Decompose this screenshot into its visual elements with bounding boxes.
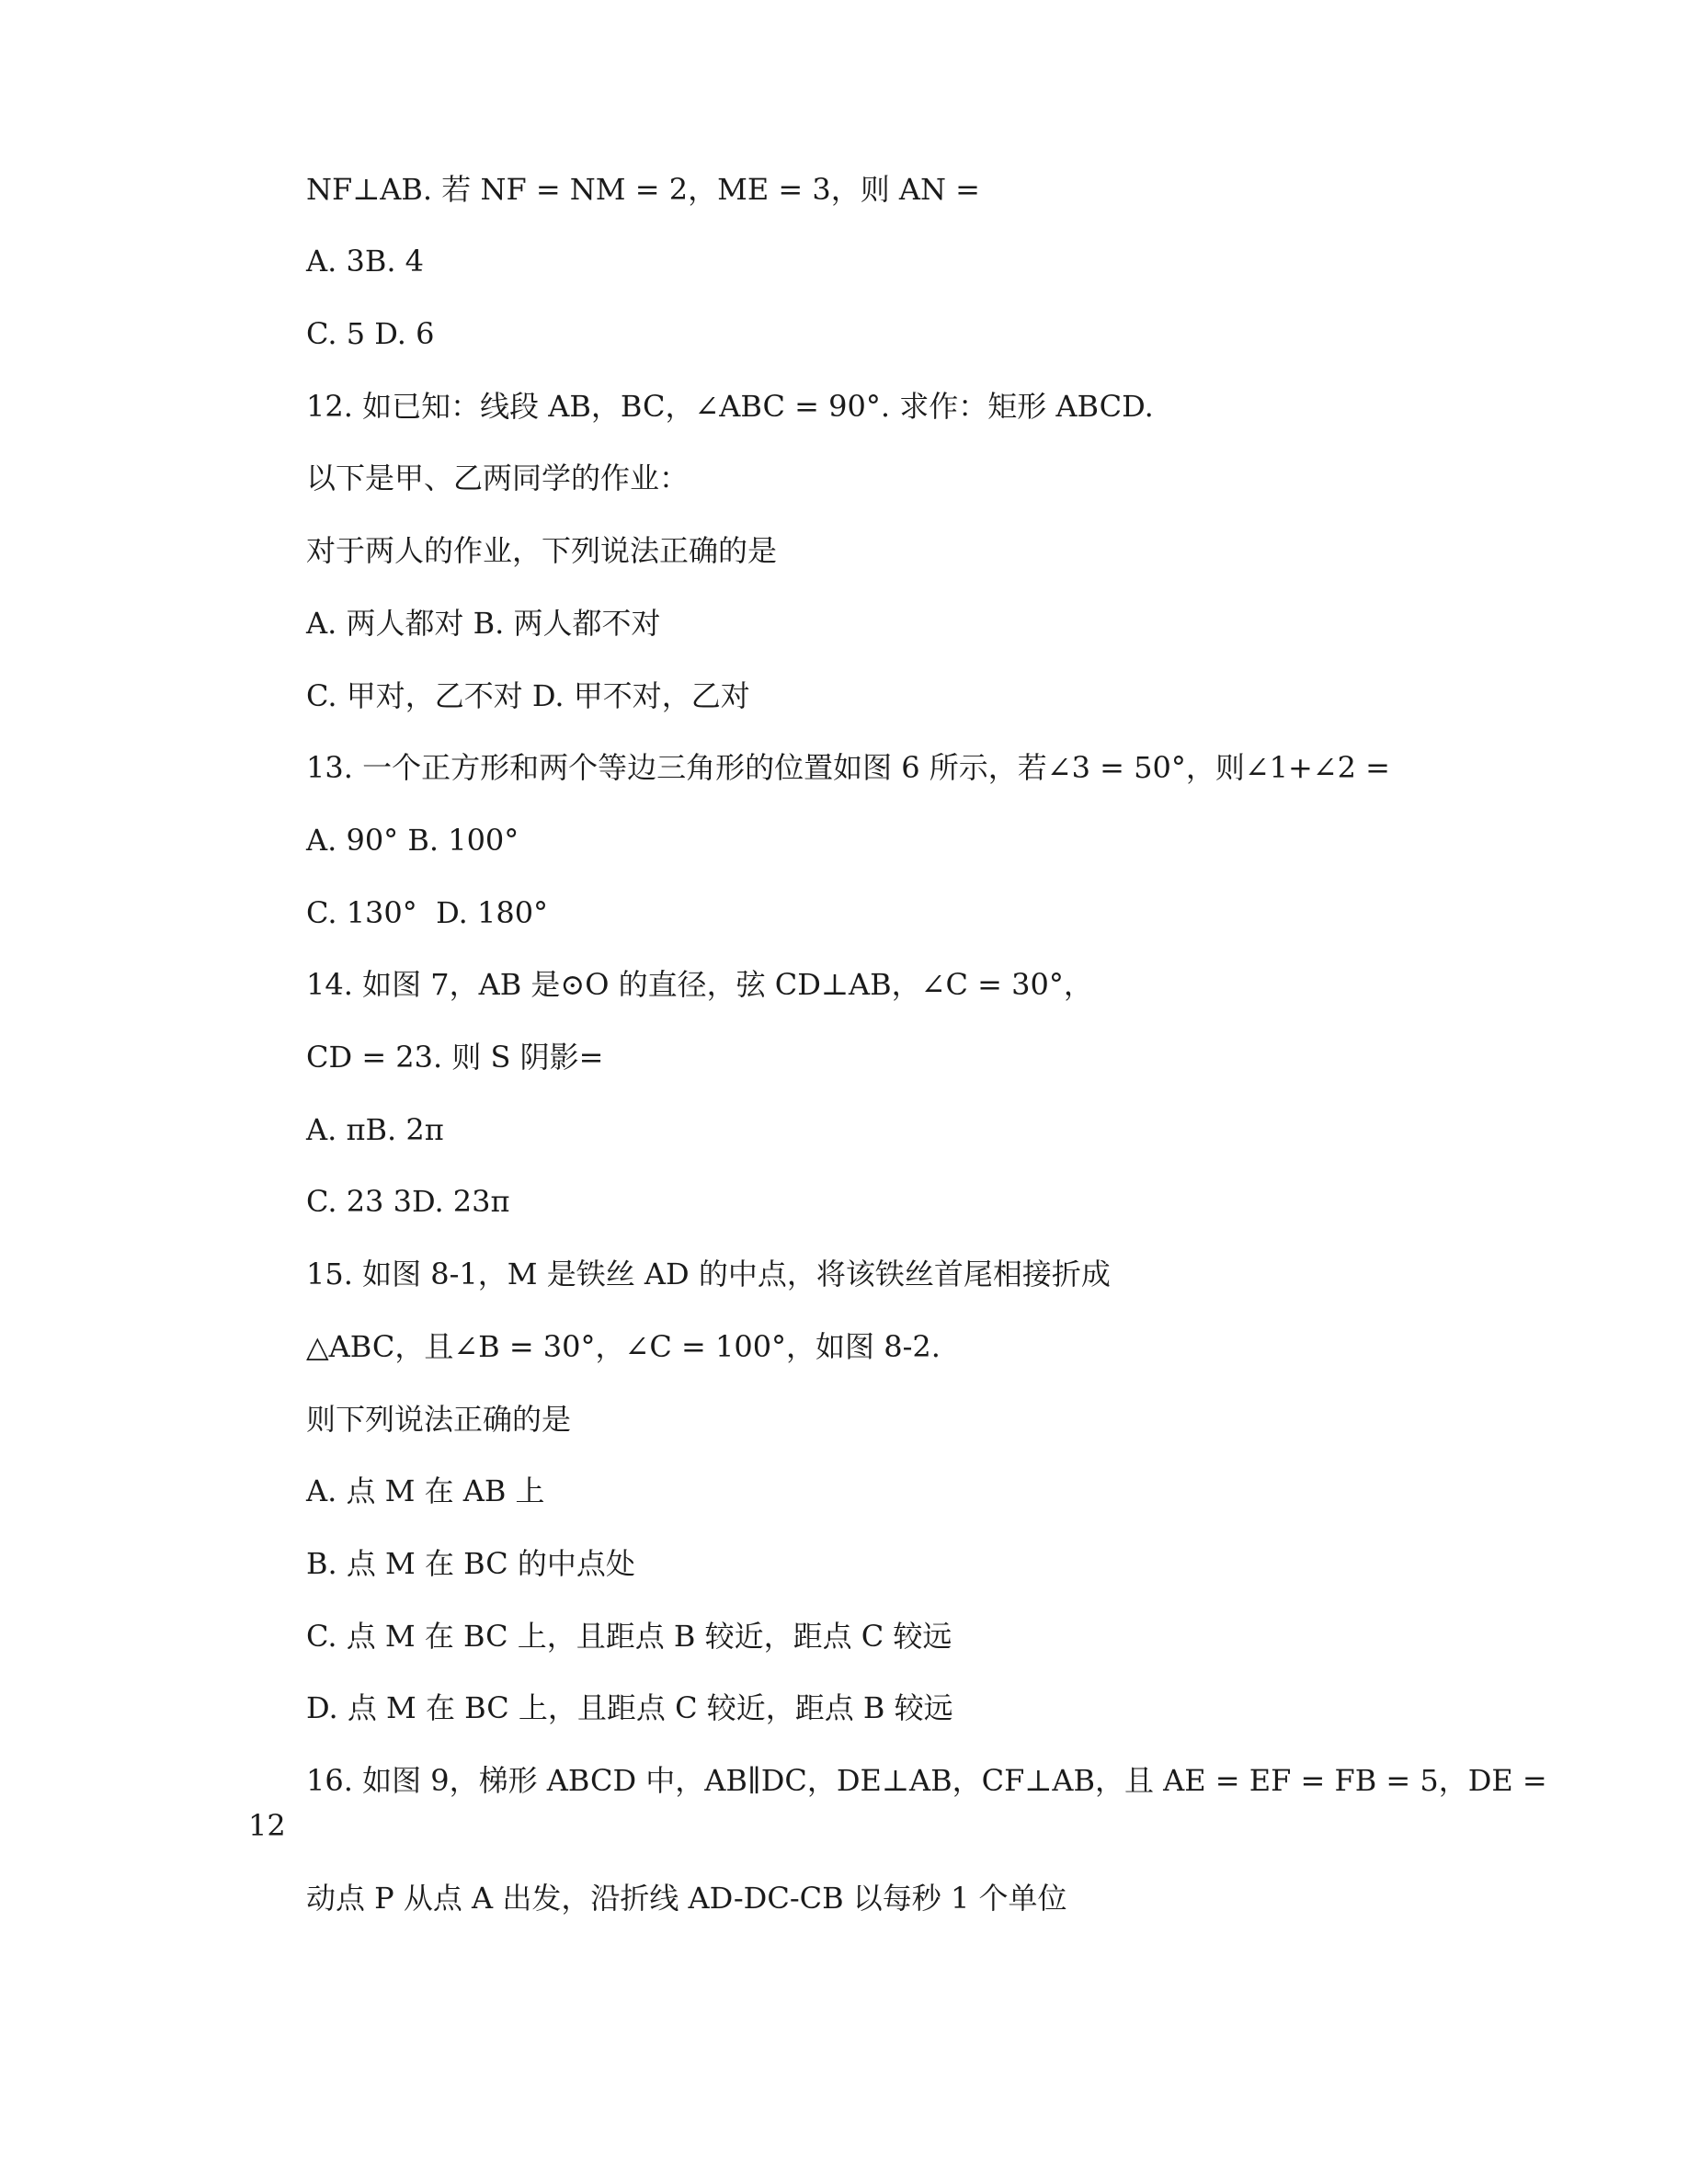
- q15-stem: 15. 如图 8-1，M 是铁丝 AD 的中点，将该铁丝首尾相接折成: [306, 1257, 1111, 1291]
- q13-options-cd: C. 130° D. 180°: [306, 895, 549, 930]
- q15-stem-continued: △ABC，且∠B = 30°，∠C = 100°，如图 8-2.: [306, 1329, 941, 1364]
- q15-option-a: A. 点 M 在 AB 上: [306, 1473, 545, 1508]
- q14-stem: 14. 如图 7，AB 是⊙O 的直径，弦 CD⊥AB，∠C = 30°，: [306, 967, 1093, 1002]
- q12-options-ab: A. 两人都对 B. 两人都不对: [306, 606, 661, 641]
- q15-question: 则下列说法正确的是: [306, 1402, 572, 1437]
- q12-options-cd: C. 甲对，乙不对 D. 甲不对，乙对: [306, 678, 750, 713]
- q13-options-ab: A. 90° B. 100°: [306, 823, 519, 858]
- q11-options-cd: C. 5 D. 6: [306, 316, 435, 351]
- q15-option-b: B. 点 M 在 BC 的中点处: [306, 1546, 635, 1581]
- q12-homework-intro: 以下是甲、乙两同学的作业：: [306, 461, 690, 495]
- q15-option-c: C. 点 M 在 BC 上，且距点 B 较近，距点 C 较远: [306, 1619, 952, 1654]
- q14-stem-continued: CD = 23. 则 S 阴影=: [306, 1040, 604, 1075]
- q14-options-ab: A. πB. 2π: [306, 1112, 444, 1147]
- q15-option-d: D. 点 M 在 BC 上，且距点 C 较近，距点 B 较远: [306, 1690, 953, 1725]
- text-line-nf-perpendicular: NF⊥AB. 若 NF = NM = 2，ME = 3，则 AN =: [306, 172, 980, 207]
- q16-stem: 16. 如图 9，梯形 ABCD 中，AB∥DC，DE⊥AB，CF⊥AB，且 AE = EF = FB = 5，DE =: [306, 1763, 1547, 1798]
- q14-options-cd: C. 23 3D. 23π: [306, 1184, 510, 1219]
- q13-stem: 13. 一个正方形和两个等边三角形的位置如图 6 所示，若∠3 = 50°，则∠1+∠2 =: [306, 750, 1390, 785]
- q12-question: 对于两人的作业，下列说法正确的是: [306, 533, 778, 568]
- q11-options-ab: A. 3B. 4: [306, 244, 425, 279]
- q16-stem-continued: 动点 P 从点 A 出发，沿折线 AD-DC-CB 以每秒 1 个单位: [306, 1881, 1067, 1916]
- q12-stem: 12. 如已知：线段 AB，BC，∠ABC = 90°. 求作：矩形 ABCD.: [306, 389, 1154, 424]
- q16-stem-wrap: 12: [248, 1808, 286, 1843]
